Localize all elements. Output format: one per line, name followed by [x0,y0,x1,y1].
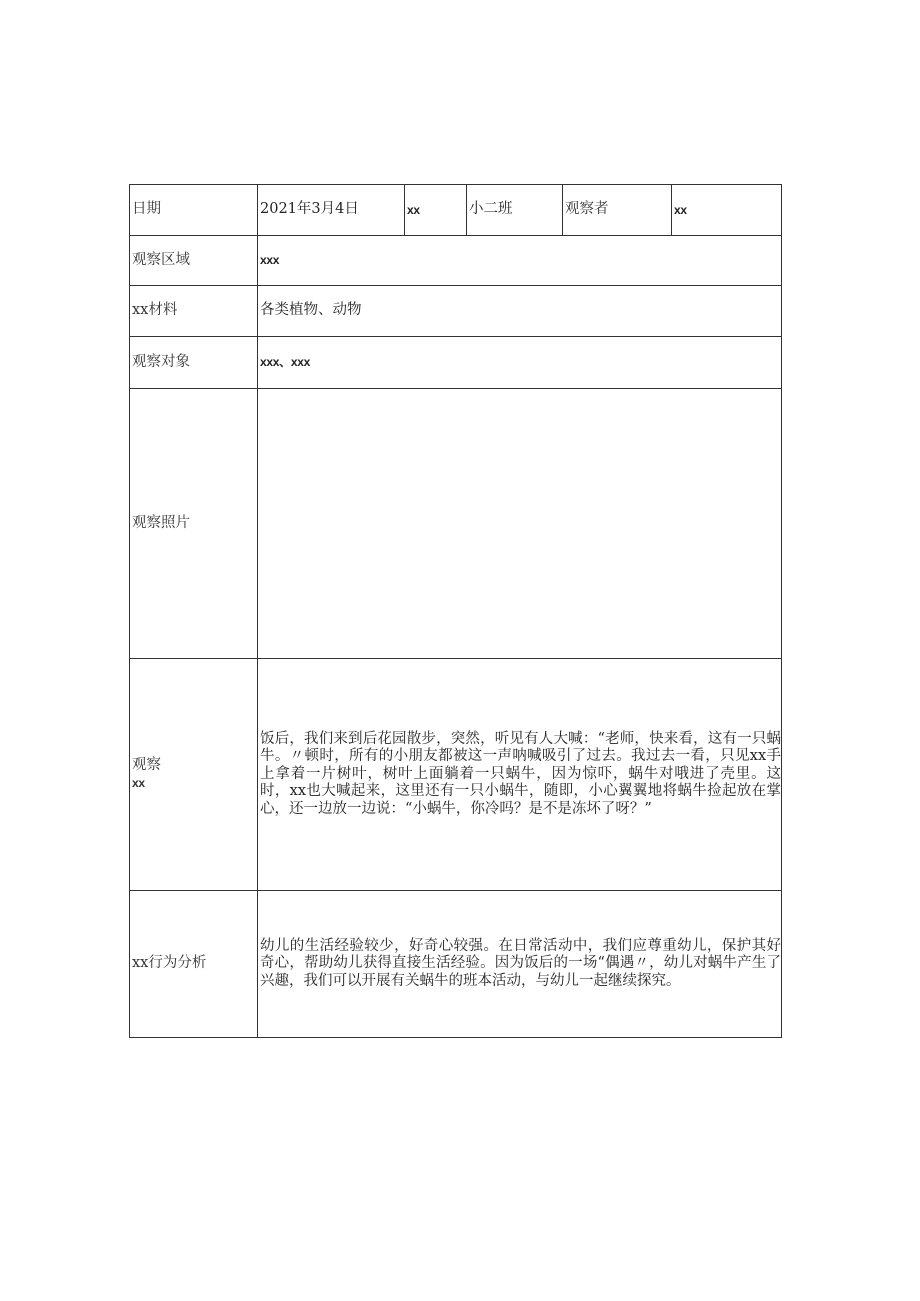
row-photo [130,389,782,659]
observation-label [130,659,258,891]
materials-label: xx材料 [130,286,258,337]
class-name: 小二班 [467,185,563,236]
observation-label-line2: xx [132,775,145,790]
row-area [130,236,782,286]
row-date [130,185,782,236]
row-observation [130,659,782,891]
observation-text: 饭后，我们来到后花园散步，突然，听见有人大喊：“老师，快来看，这有一只蜗牛。〃顿时，所有的小朋友都被这一声呐喊吸引了过去。我过去一看，只见xx手上拿着一片树叶，树叶上面躺着一只蜗牛，因为惊吓，蜗牛对哦进了壳里。这时，xx也大喊起来，这里还有一只小蜗牛，随即，小心翼翼地将蜗牛捡起放在掌心，还一边放一边说：“小蜗牛，你冷吗？是不是冻坏了呀？” [258,659,782,891]
analysis-text: 幼儿的生活经验较少，好奇心较强。在日常活动中，我们应尊重幼儿，保护其好奇心，帮助幼儿获得直接生活经验。因为饭后的一场“偶遇〃，幼儿对蜗牛产生了兴趣，我们可以开展有关蜗牛的班本活动，与幼儿一起继续探究。 [258,891,782,1038]
row-analysis [130,891,782,1038]
analysis-label: xx行为分析 [130,891,258,1038]
subject-value: xxx、xxx [258,337,782,389]
materials-value: 各类植物、动物 [258,286,782,337]
area-value: xxx [258,236,782,286]
date-value: 2021年3月4日 [258,185,405,236]
observer-value: xx [672,185,782,236]
observer-label: 观察者 [563,185,672,236]
observation-label-line1: 观察 [132,757,161,774]
row-subject [130,337,782,389]
subject-label: 观察对象 [130,337,258,389]
observation-record-table [129,184,782,1038]
photo-label: 观察照片 [130,389,258,659]
photo-area [258,389,782,659]
child-name: xx [405,185,467,236]
row-materials [130,286,782,337]
date-label: 日期 [130,185,258,236]
area-label: 观察区域 [130,236,258,286]
